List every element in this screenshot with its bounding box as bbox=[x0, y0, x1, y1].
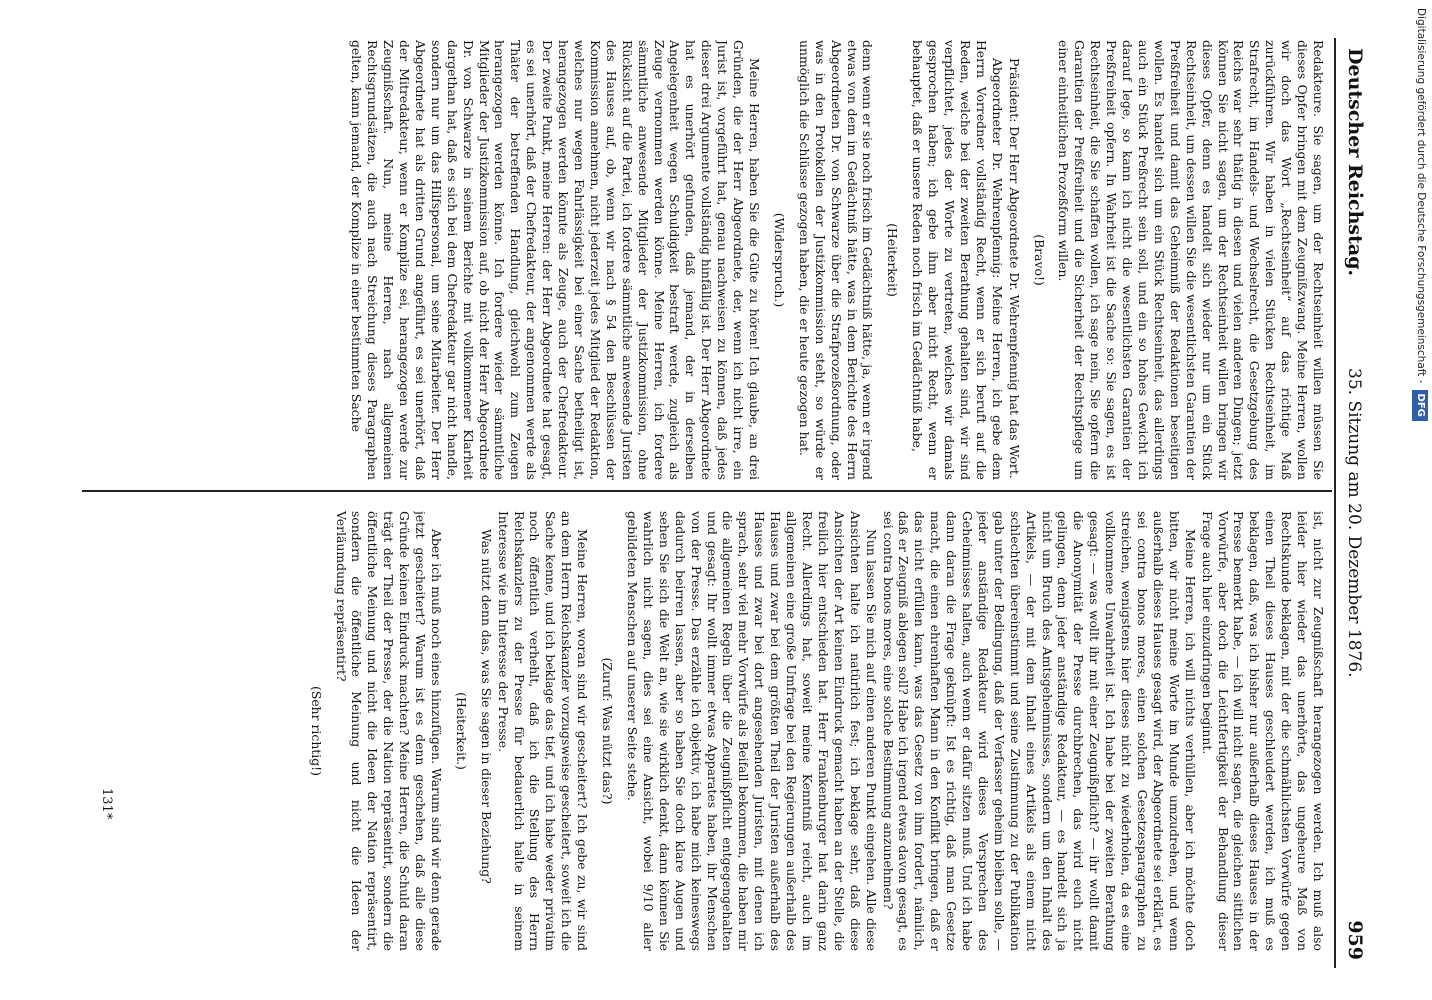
right-column-paragraph: Meine Herren, woran sind wir gescheitert? Ich gebe zu, wir sind an dem Herrn Reichskanzler vorzugsweise gescheitert, soweit ich die Sache kenne, und ich beklage das tief, und ich habe weder privatim noch öffentlich verhehlt, daß ich die Stellung des Herrn Reichskanzlers zu der Presse für bedauerlich halte in seinem Interesse wie im Interesse der Presse. bbox=[495, 511, 591, 951]
column-divider bbox=[82, 490, 1332, 492]
right-column-interjection: (Sehr richtig!) bbox=[308, 686, 324, 776]
page-header bbox=[1334, 38, 1366, 968]
publication-title: Deutscher Reichstag. bbox=[1344, 48, 1366, 277]
right-column-paragraph: ist, nicht zur Zeugnißschaft herangezogen werden. Ich muß also leider hier wieder das unerhörte, das ungeheure Maß von Rechtskunde beklagen, mit der die schmählichsten Vorwürfe gegen einen Theil dieses Hauses geschleudert werden, ich muß es beklagen, daß, was ich bisher nur außerhalb dieses Hauses in der Presse bemerkt habe, — ich will nicht sagen, die gleichen sittlichen Vorwürfe, aber doch die Leichtfertigkeit der Behandlung dieser Frage auch hier einzudringen beginnt. bbox=[1199, 511, 1326, 951]
left-column-interjection: (Heiterkeit) bbox=[885, 223, 901, 297]
session-line: 35. Sitzung am 20. Dezember 1876. bbox=[1344, 368, 1364, 678]
left-column-paragraph: Präsident: Der Herr Abgeordnete Dr. Wehrenpfennig hat das Wort. bbox=[1006, 58, 1022, 479]
left-column-paragraph: Meine Herren, haben Sie die Güte zu hören! Ich glaube, an drei Gründen, die der Herr Abgeordnete, der, wenn ich nicht irre, ein Jurist ist, vorgeführt hat, genau nachweisen zu können, daß jedes dieser drei Argumente vollständig hinfällig ist. Der Herr Abgeordnete hat es unerhört gefunden, daß jemand, der in derselben Angelegenheit wegen Schuldigkeit bestraft werde, zugleich als Zeuge vernommen werden könne. Meine Herren, ich fordere sämmtliche anwesende Mitglieder der Justizkommission, ohne Rücksicht auf die Partei, ich fordere sämmtliche anwesende Juristen des Hauses auf, ob, wenn wir nach § 54 den Beschlüssen der Kommission annehmen, nicht jederzeit jedes Mitglied der Redaktion, welches nur wegen Fahrlässigkeit bei einer Sache betheiligt ist, herangezogen werden könnte als Zeuge, auch der Chefredakteur. Der zweite Punkt, meine Herren: der Herr Abgeordnete hat gesagt, es sei unerhört, daß der Chefredakteur, der angenommen werde als Thäter der betreffenden Handlung, gleichwohl zum Zeugen herangezogen werden könne. Ich fordere wieder sämmtliche Mitglieder der Justizkommission auf, ob nicht der Herr Abgeordnete Dr. von Schwarze in seinem Berichte mit vollkommener Klarheit dargethan hat, daß es sich bei dem Chefredakteur gar nicht handle, sondern nur um das Hilfspersonal, um seine Mitarbeiter. Der Herr Abgeordnete hat als dritten Grund angeführt, es sei unerhört, daß der Mitredakteur, wenn er Komplize sei, herangezogen werde zur Zeugnißschaft. Nun, meine Herren, nach allgemeinen Rechtsgrundsätzen, die auch nach Streichung dieses Paragraphen gelten, kann jemand, der Komplize in einer bestimmten Sache bbox=[349, 40, 762, 480]
left-column bbox=[76, 40, 1326, 480]
left-column-paragraph: Redakteure. Sie sagen, um der Rechtseinheit willen müssen Sie dieses Opfer bringen mit dem Zeugnißzwang. Meine Herren, wollen wir doch das Wort „Rechtseinheit“ auf das richtige Maß zurückführen. Wir haben in vielen Stücken Rechtseinheit, im Strafrecht, im Handels- und Wechselrecht, die Gesetzgebung des Reichs war sehr thätig in diesen und vielen anderen Dingen; jetzt können Sie nicht sagen, um der Rechtseinheit willen bringen wir dieses Opfer, denn es handelt sich wieder nur um ein Stück Rechtseinheit, um dessen willen Sie die wesentlichsten Garantien der Preßfreiheit und damit das Geheimniß der Redaktionen beseitigen wollen. Es handelt sich um ein Stück Rechtseinheit, das allerdings auch ein Stück Preßrecht sein soll, und ein so hohes Gewicht ich darauf lege, so kann ich nicht die wesentlichsten Garantien der Preßfreiheit opfern. In Wahrheit ist die Sache so: Sie sagen, es ist Rechtseinheit, die Sie schaffen wollen, ich sage nein, Sie opfern die Garantien der Preßfreiheit und die Sicherheit der Rechtspflege um einer einheitlichen Prozeßform willen. bbox=[1056, 40, 1326, 480]
dfg-logo: DFG bbox=[1412, 390, 1428, 421]
credit-text: Digitalisierung gefördert durch die Deutsche Forschungsgemeinschaft - bbox=[1415, 8, 1427, 384]
right-column-interjection: (Heiterkeit.) bbox=[453, 692, 469, 770]
left-column-interjection: (Bravo!) bbox=[1031, 234, 1047, 286]
right-column-paragraph: Aber ich muß noch eines hinzufügen. Warum sind wir denn gerade jetzt gescheitert? Warum ist es denn geschehen, daß alle diese Gründe keinen Eindruck machten? Meine Herren, die Schuld daran trägt der Theil der Presse, der die Nation repräsentirt, sondern die öffentliche Meinung und nicht die Ideen der Nation repräsentirt, sondern die öffentliche Meinung und nicht die Ideen der Verläumdung repräsentirt? bbox=[333, 511, 444, 951]
left-column-interjection: (Widerspruch.) bbox=[771, 212, 787, 308]
page-number: 959 bbox=[1344, 920, 1366, 960]
left-column-paragraph: denn wenn er sie noch frisch im Gedächtniß hätte, ja, wenn er irgend etwas von dem im Gedächtniß hätte, was in dem Berichte des Herrn Abgeordneten Dr. von Schwarze über die Strafprozeßordnung, oder was in den Protokollen der Justizkommission steht, so würde er unmöglich die Schlüsse gezogen haben, die er heute gezogen hat. bbox=[796, 40, 876, 480]
scanned-page bbox=[60, 8, 1400, 993]
right-column-paragraph: Was nützt denn das, was Sie sagen in dieser Beziehung? bbox=[478, 529, 494, 884]
right-column-paragraph: Meine Herren, ich will nichts verhüllen, aber ich möchte doch bitten, wir nicht meine Worte im Munde umzudrehen, und wenn außerhalb dieses Hauses gesagt wird, der Abgeordnete sei erklärt, es sei contra bonos mores, einen solchen Gesetzesparagraphen zu streichen, wenigstens hier dieses nicht zu wiederholen, da es eine vollkommene Unwahrheit ist. Ich habe bei der zweiten Berathung gesagt: — was wollt ihr mit einer Zeugnißpflicht? — ihr wollt damit die Anonymität der Presse durchbrechen, das wird euch nicht gelingen, denn jeder anständige Redakteur, — es handelt sich ja nicht um Bruch des Amtsgeheimnisses, sondern um den Inhalt des Artikels, — der mit dem Inhalt eines Artikels als einem nicht schlechten übereinstimmt und seine Zustimmung zu der Publikation gab unter der Bedingung, daß der Verfasser geheim bleiben solle, — jeder anständige Redakteur wird dieses Versprechen des Geheimnisses halten, auch wenn er dafür sitzen muß. Und ich habe dann daran die Frage geknüpft: Ist es richtig, daß man Gesetze macht, die einen ehrenhaften Mann in den Konflikt bringen, daß er das nicht erfüllen kann, was das Gesetz von ihm fordert, nämlich, daß er Zeugniß ablegen soll? Habe ich irgend etwas davon gesagt, es sei contra bonos mores, eine solche Bestimmung anzunehmen? bbox=[880, 511, 1198, 951]
right-column bbox=[76, 511, 1326, 951]
left-column-paragraph: Abgeordneter Dr. Wehrenpfennig: Meine Herren, ich gebe dem Herrn Vorredner vollständig Recht, wenn er sich beruft auf die Reden, welche bei der zweiten Berathung gehalten sind, wir sind verpflichtet, jedes der Worte zu vertreten, welches wir damals gesprochen haben; ich gebe ihm aber nicht Recht, wenn er behauptet, daß er unsere Reden noch frisch im Gedächtniß habe, bbox=[910, 40, 1005, 480]
digitization-credit bbox=[1411, 8, 1431, 592]
signature-mark: 131* bbox=[99, 788, 114, 820]
right-column-paragraph: Nun lassen Sie mich auf einen anderen Punkt eingehen. Alle diese Ansichten halte ich natürlich fest; ich beklage sehr, daß diese Ansichten der Art keinen Eindruck gemacht haben an der Stelle, die freilich hier entschieden hat. Herr Frankenburger hat darin ganz Recht. Allerdings hat, soweit meine Kenntniß reicht, auch im allgemeinen eine große Umfrage bei den Regierungen außerhalb des Hauses und zwar bei dem größten Theil der Juristen außerhalb des Hauses und zwar bei dort angesehenden Juristen, mit denen ich sprach, sehr viel mehr Vorwürfe als Beifall bekommen, die haben mir die allgemeinen Regeln über die Zeugnißpflicht entgegengehalten und gesagt: Ihr wollt immer etwas Apparates haben, ihr Menschen von der Presse. Das erzähle ich objektiv, ich habe mich keineswegs dadurch beirren lassen, aber so haben Sie doch klare Augen und sehen Sie sich die Welt an, wie sie wirklich denkt, dann können Sie wahrlich nicht sagen, dies sei eine Ansicht, wobei 9/10 aller gebildeten Menschen auf unserer Seite stehe. bbox=[625, 511, 879, 951]
right-column-interjection: (Zuruf: Was nützt das?) bbox=[600, 657, 616, 805]
